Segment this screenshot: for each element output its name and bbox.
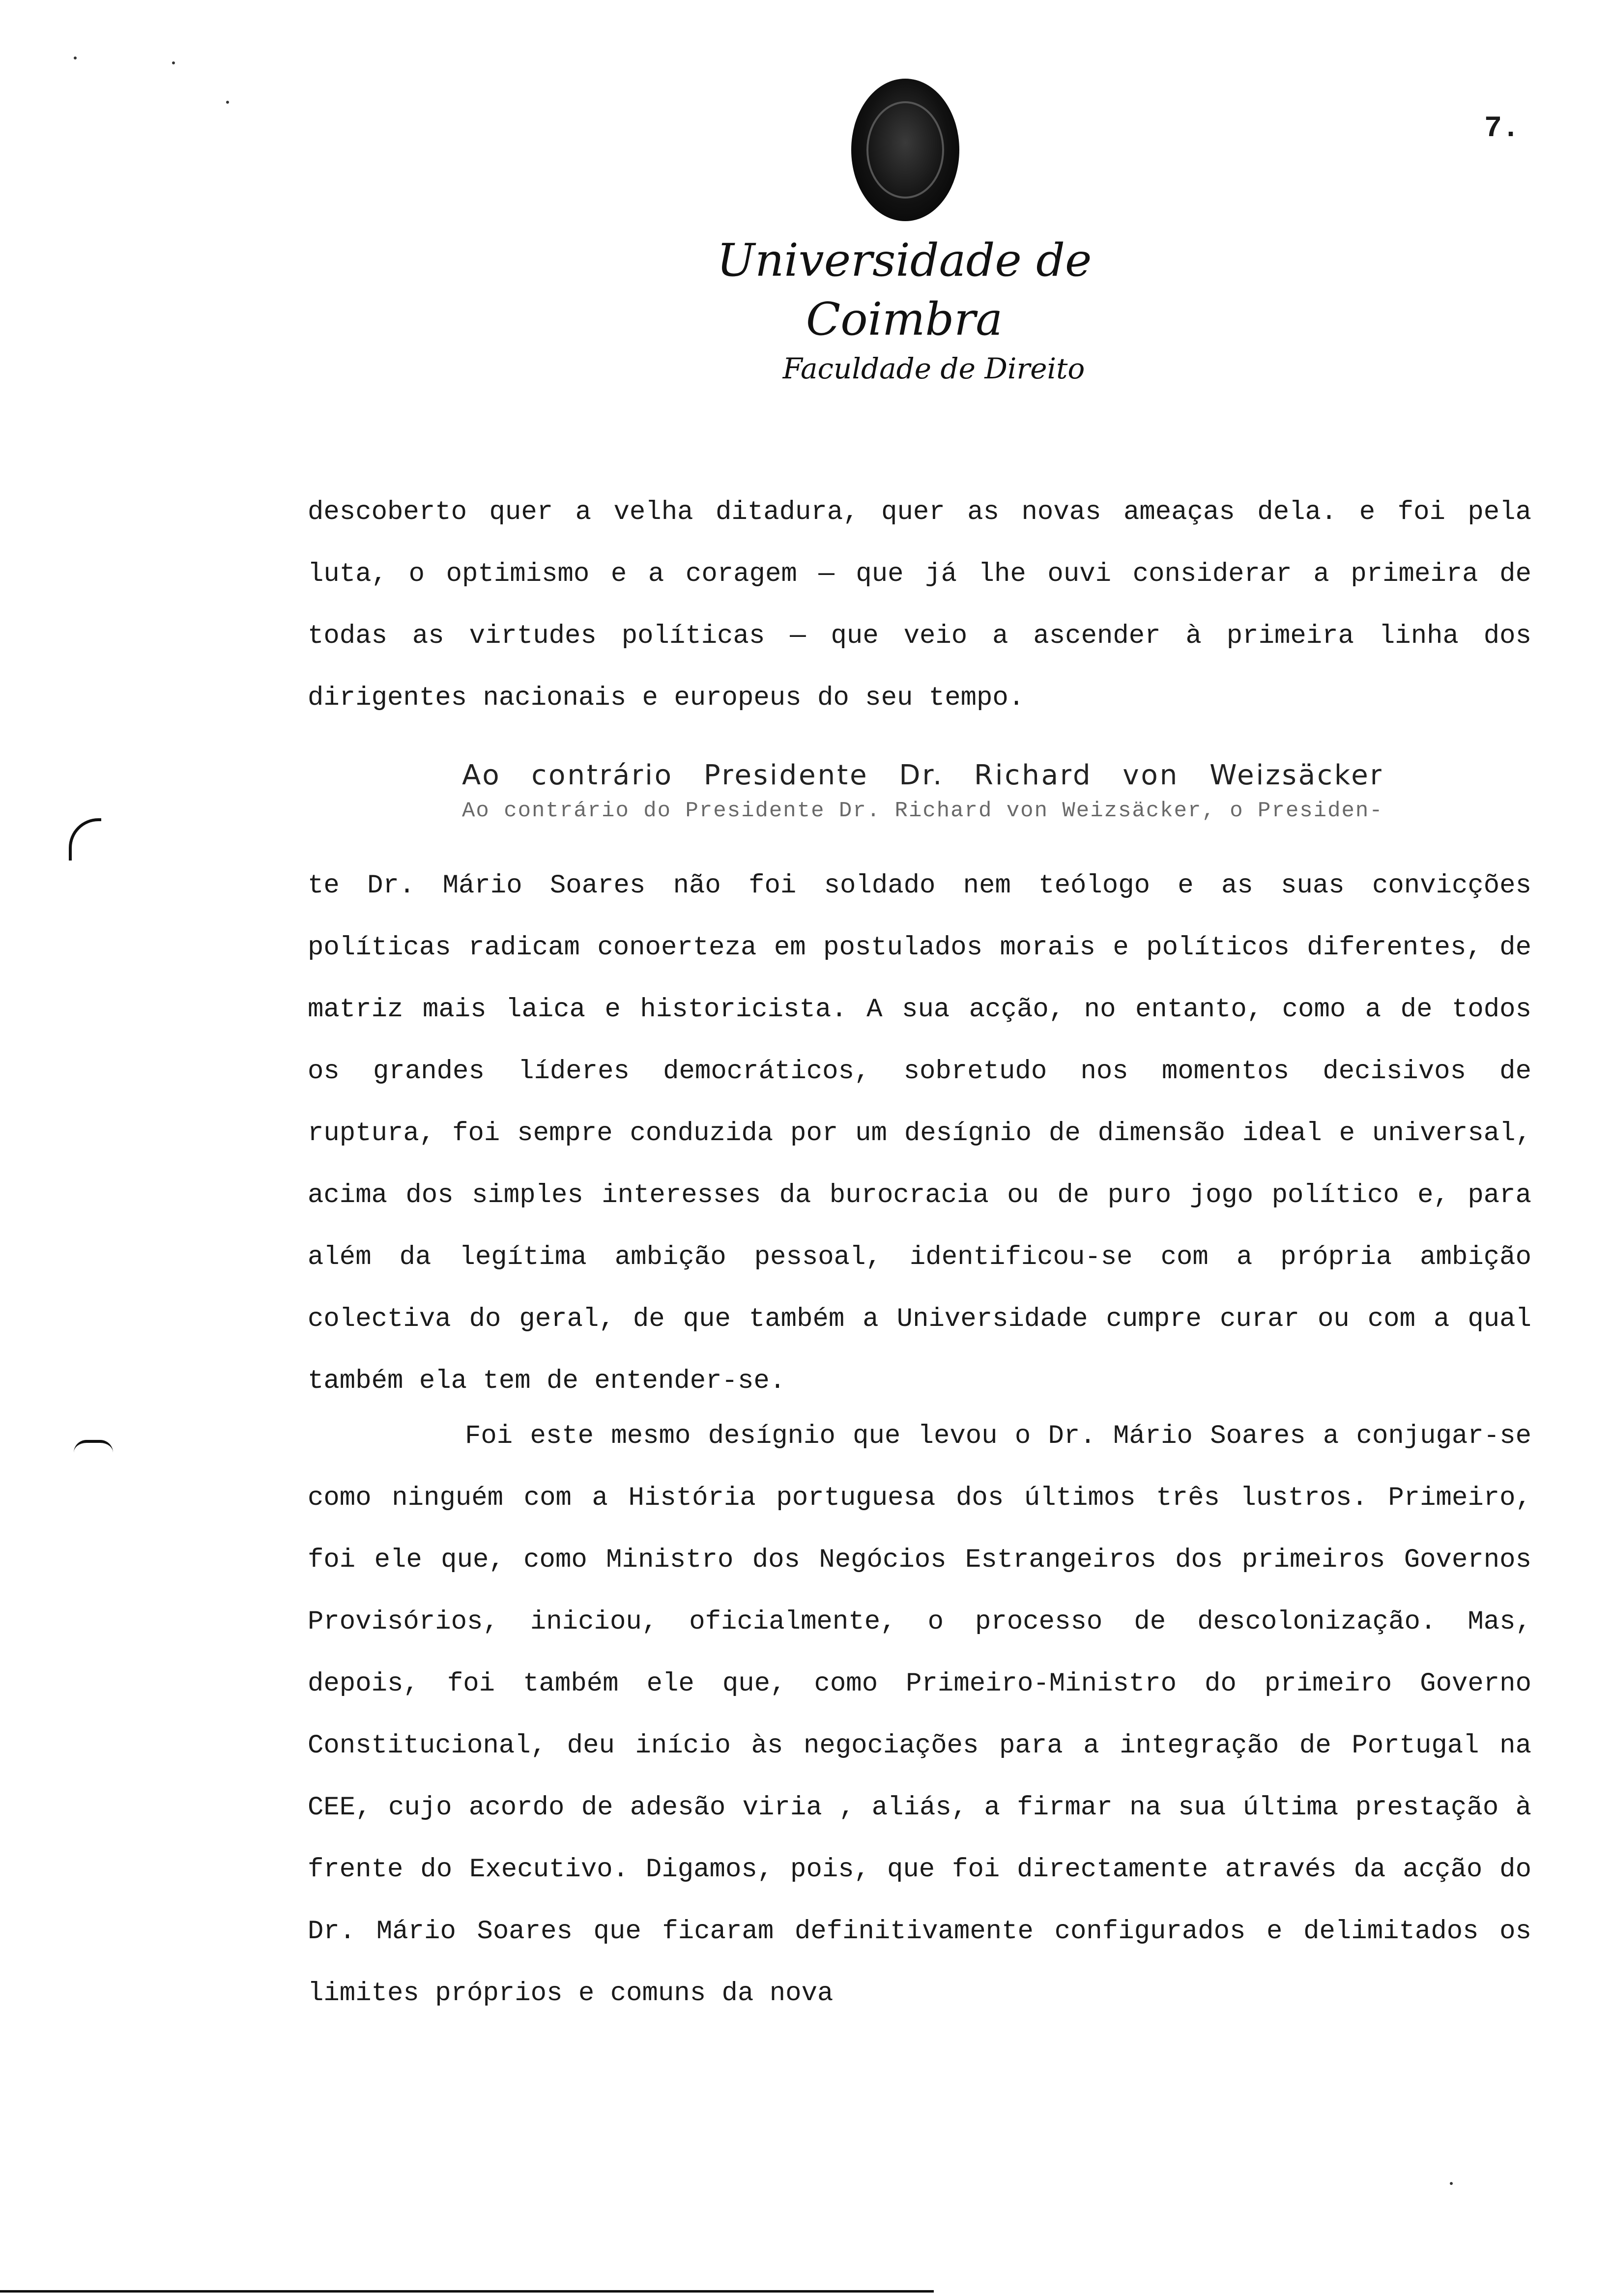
seal-emblem [866,101,944,199]
scan-speck [172,61,175,64]
margin-arc-mark [74,1440,113,1453]
scan-speck [226,101,229,104]
handwritten-annotation: Ao contrário Presidente Dr. Richard von Weizsäcker [462,759,1383,791]
paragraph-2: te Dr. Mário Soares não foi soldado nem teólogo e as suas convicções políticas radicam conoerteza em postulados morais e políticos diferentes, de matriz mais laica e historicista. A sua acção, no entanto, como a de todos os grandes líderes democráticos, sobretudo nos momentos decisivos de ruptura, foi sempre conduzida por um desígnio de dimensão ideal e universal, acima dos simples interesses da burocracia ou de puro jogo político e, para além da legítima ambição pessoal, identificou-se com a própria ambição colectiva do geral, de que também a Universidade cumpre curar ou com a qual também ela tem de entender-se. [308,871,1531,1396]
paragraph-3: Foi este mesmo desígnio que levou o Dr. Mário Soares a conjugar-se como ninguém com a História portuguesa dos últimos três lustros. Primeiro, foi ele que, como Ministro dos Negócios Estrangeiros dos primeiros Governos Provisórios, iniciou, oficialmente, o processo de descolonização. Mas, depois, foi também ele que, como Primeiro-Ministro do primeiro Governo Constitucional, deu início às negociações para a integração de Portugal na CEE, cujo acordo de adesão viria , aliás, a firmar na sua última prestação à frente do Executivo. Digamos, pois, que foi directamente através da acção do Dr. Mário Soares que ficaram definitivamente configurados e delimitados os limites próprios e comuns da nova [308,1421,1531,2009]
bottom-rule [0,2290,934,2293]
faded-typed-line: Ao contrário do Presidente Dr. Richard von Weizsäcker, o Presiden- [462,799,1383,823]
university-seal-icon [851,79,959,221]
letterhead [659,231,1150,388]
scan-speck [74,57,77,59]
scan-speck [1450,2182,1453,2185]
faculty-name: Faculdade de Direito [782,352,1085,385]
margin-bracket-mark [69,818,101,861]
paragraph-1: descoberto quer a velha ditadura, quer as novas ameaças dela. e foi pela luta, o optimismo e a coragem — que já lhe ouvi considerar a primeira de todas as virtudes políticas — que veio a ascender à primeira linha dos dirigentes nacionais e europeus do seu tempo. [308,497,1531,713]
university-name: Universidade de Coimbra [717,234,1092,345]
page-number: 7. [1484,112,1520,145]
